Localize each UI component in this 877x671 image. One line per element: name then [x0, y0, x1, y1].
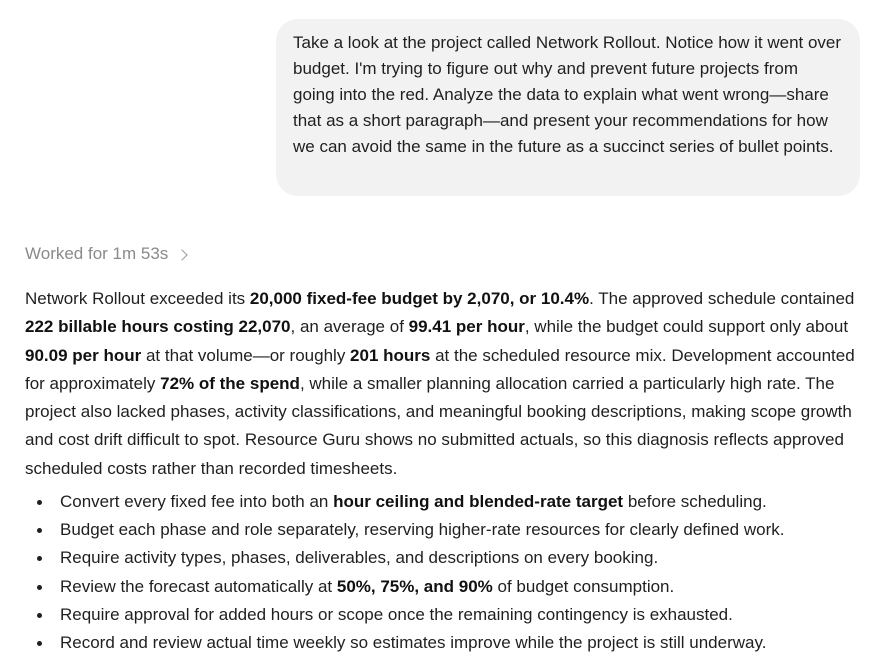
- recommendation-item: [25, 544, 873, 572]
- bullet-dot-icon: [37, 500, 42, 505]
- paragraph-segment: at that volume—or roughly: [141, 345, 351, 365]
- user-message-bubble: [276, 19, 860, 196]
- recommendation-item: [25, 601, 873, 629]
- paragraph-segment: , while a smaller planning allocation carried a particularly high rate. The project also lacked phases, activity classifications, and meaningful booking descriptions, making scope growth and cost drift difficult to spot. Resource Guru shows no submitted actuals, so this diagnosis reflects approved scheduled costs rather than recorded timesheets.: [25, 373, 852, 478]
- bullet-segment: of budget consumption.: [492, 576, 675, 596]
- paragraph-segment: at the scheduled resource mix. Development accounted for approximately: [25, 345, 855, 393]
- bullet-dot-icon: [37, 556, 42, 561]
- bullet-dot-icon: [37, 585, 42, 590]
- worked-for-toggle[interactable]: [25, 242, 186, 266]
- paragraph-segment-bold: 201 hours: [350, 345, 431, 365]
- recommendation-list: [25, 488, 873, 657]
- paragraph-segment-bold: 222 billable hours costing 22,070: [25, 317, 291, 337]
- response-paragraph: [25, 285, 873, 483]
- bullet-segment: Record and review actual time weekly so estimates improve while the project is still underway.: [60, 633, 767, 653]
- bullet-dot-icon: [37, 528, 42, 533]
- recommendation-item: [25, 629, 873, 657]
- paragraph-segment: . The approved schedule contained: [589, 289, 855, 308]
- paragraph-segment-bold: 99.41 per hour: [408, 317, 525, 337]
- recommendation-item: [25, 573, 873, 601]
- chevron-right-icon: [177, 249, 188, 260]
- recommendation-item: [25, 516, 873, 544]
- user-message-text: Take a look at the project called Network Rollout. Notice how it went over budget. I'm trying to figure out why and prevent future projects from going into the red. Analyze the data to explain what went wrong—share that as a short paragraph—and present your recommendations for how we can avoid the same in the future as a succinct series of bullet points.: [293, 33, 842, 156]
- assistant-response: [25, 285, 873, 657]
- paragraph-segment: , while the budget could support only about: [524, 317, 849, 337]
- paragraph-segment-bold: 72% of the spend: [160, 373, 300, 393]
- paragraph-segment-bold: 90.09 per hour: [25, 345, 142, 365]
- bullet-segment-bold: hour ceiling and blended-rate target: [333, 492, 624, 512]
- bullet-segment: Budget each phase and role separately, reserving higher-rate resources for clearly defined work.: [60, 520, 785, 540]
- paragraph-segment-bold: 20,000 fixed-fee budget by 2,070, or 10.4%: [249, 289, 590, 308]
- bullet-segment: Require approval for added hours or scope once the remaining contingency is exhausted.: [60, 604, 733, 624]
- bullet-segment: Review the forecast automatically at: [60, 576, 337, 596]
- bullet-segment-bold: 50%, 75%, and 90%: [336, 576, 493, 596]
- bullet-segment: Convert every fixed fee into both an: [60, 492, 334, 512]
- worked-for-label: Worked for 1m 53s: [25, 244, 169, 263]
- bullet-segment: Require activity types, phases, deliverables, and descriptions on every booking.: [60, 548, 659, 568]
- recommendation-item: [25, 488, 873, 516]
- paragraph-segment: , an average of: [290, 317, 409, 337]
- bullet-segment: before scheduling.: [623, 492, 767, 512]
- bullet-dot-icon: [37, 613, 42, 618]
- bullet-dot-icon: [37, 641, 42, 646]
- paragraph-segment: Network Rollout exceeded its: [25, 289, 250, 308]
